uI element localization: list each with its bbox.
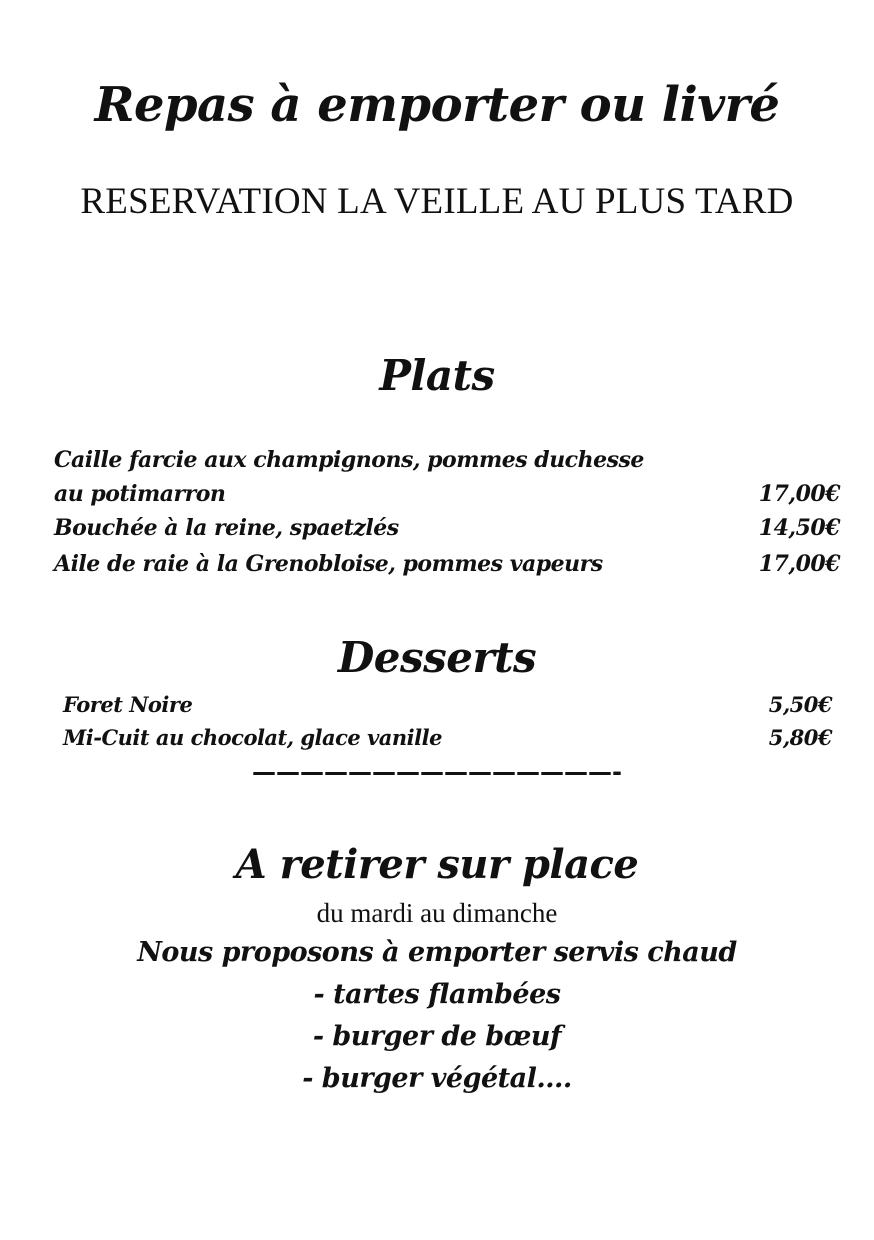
dish-name-3: Aile de raie à la Grenobloise, pommes vapeurs <box>54 551 603 577</box>
dish-price-3: 17,00€ <box>758 551 840 577</box>
dessert-price-1: 5,50€ <box>768 692 832 717</box>
dish-price-1: 17,00€ <box>758 481 840 507</box>
pickup-offer-intro: Nous proposons à emporter servis chaud <box>137 937 737 968</box>
dish-name-1-line2: au potimarron <box>54 481 226 507</box>
pickup-offer-item: - burger de bœuf <box>312 1021 562 1052</box>
plats-section-title: Plats <box>379 351 495 400</box>
pickup-offer-item: - burger végétal…. <box>302 1063 572 1094</box>
pickup-days: du mardi au dimanche <box>316 898 558 928</box>
dish-name-2: Bouchée à la reine, spaetzlés <box>54 515 399 541</box>
dessert-name-2: Mi-Cuit au chocolat, glace vanille <box>63 725 442 750</box>
pickup-section-title: A retirer sur place <box>235 841 639 888</box>
dish-name-1-line1: Caille farcie aux champignons, pommes duchesse <box>54 447 644 473</box>
desserts-section-title: Desserts <box>337 633 537 682</box>
section-divider: ———————————————- <box>252 758 622 786</box>
page-title: Repas à emporter ou livré <box>94 77 780 133</box>
reservation-notice: RESERVATION LA VEILLE AU PLUS TARD <box>80 181 794 222</box>
dish-price-2: 14,50€ <box>758 515 840 541</box>
dessert-name-1: Foret Noire <box>63 692 193 717</box>
dessert-price-2: 5,80€ <box>768 725 832 750</box>
pickup-offer-item: - tartes flambées <box>313 979 561 1010</box>
